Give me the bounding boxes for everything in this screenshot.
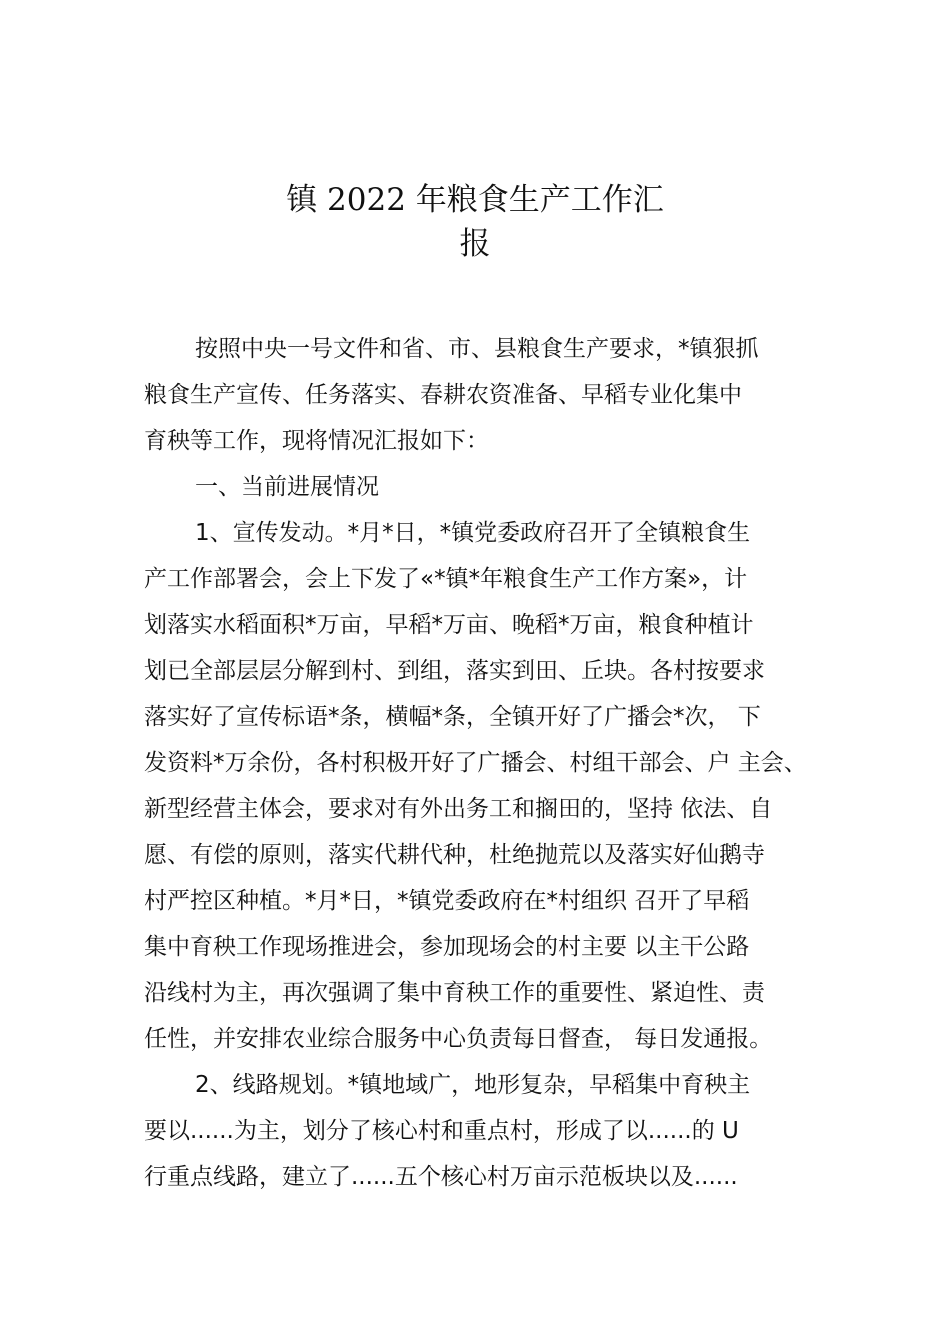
body-line: 落实好了宣传标语*条，横幅*条，全镇开好了广播会*次， 下: [144, 704, 761, 730]
body-line: 愿、有偿的原则，落实代耕代种，杜绝抛荒以及落实好仙鹅寺: [144, 842, 765, 868]
body-line: 1、宣传发动。*月*日，*镇党委政府召开了全镇粮食生: [195, 520, 751, 546]
document-title: [0, 178, 950, 266]
body-line: 村严控区种植。*月*日，*镇党委政府在*村组织 召开了早稻: [144, 888, 750, 914]
body-line: 新型经营主体会，要求对有外出务工和搁田的，坚持 依法、自: [144, 796, 773, 822]
body-line: 育秧等工作，现将情况汇报如下：: [144, 428, 489, 454]
body-line: 一、当前进展情况: [195, 474, 379, 500]
document-body: [144, 326, 844, 1200]
body-line: 按照中央一号文件和省、市、县粮食生产要求，*镇狠抓: [195, 336, 759, 362]
body-line: 沿线村为主，再次强调了集中育秧工作的重要性、紧迫性、责: [144, 980, 765, 1006]
body-line: 粮食生产宣传、任务落实、春耕农资准备、早稻专业化集中: [144, 382, 742, 408]
body-line: 行重点线路，建立了......五个核心村万亩示范板块以及......: [144, 1164, 738, 1190]
body-line: 2、线路规划。*镇地域广，地形复杂，早稻集中育秧主: [195, 1072, 751, 1098]
body-line: 集中育秧工作现场推进会，参加现场会的村主要 以主干公路: [144, 934, 750, 960]
body-line: 要以......为主，划分了核心村和重点村，形成了以......的 U: [144, 1118, 739, 1144]
title-line-2: 报: [459, 226, 491, 262]
body-line: 发资料*万余份，各村积极开好了广播会、村组干部会、户 主会、: [144, 750, 807, 776]
body-line: 划落实水稻面积*万亩，早稻*万亩、晚稻*万亩，粮食种植计: [144, 612, 754, 638]
body-line: 任性，并安排农业综合服务中心负责每日督查， 每日发通报。: [144, 1026, 773, 1052]
title-line-1: 镇 2022 年粮食生产工作汇: [286, 182, 664, 218]
body-line: 产工作部署会，会上下发了«*镇*年粮食生产工作方案»，计: [144, 566, 748, 592]
body-line: 划已全部层层分解到村、到组，落实到田、丘块。各村按要求: [144, 658, 765, 684]
